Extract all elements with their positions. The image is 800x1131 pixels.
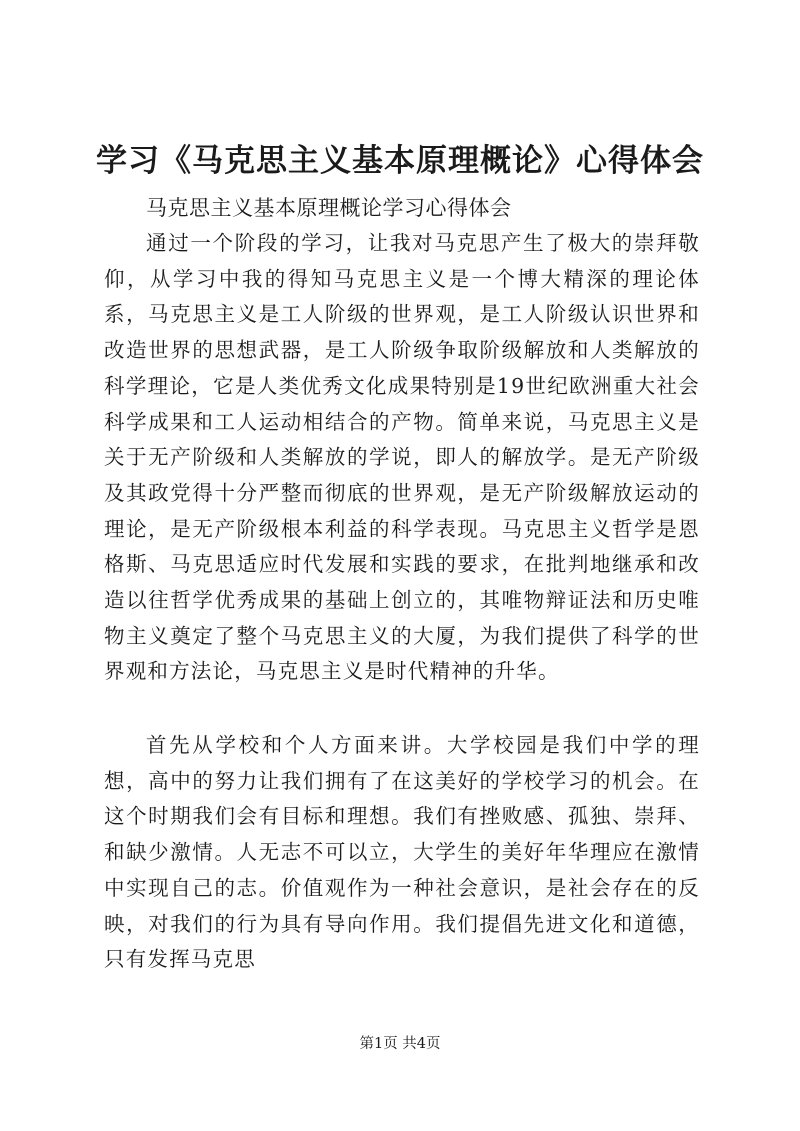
document-title: 学习《马克思主义基本原理概论》心得体会: [96, 143, 704, 179]
document-subtitle: 马克思主义基本原理概论学习心得体会: [146, 196, 512, 220]
body-paragraph-1: 通过一个阶段的学习，让我对马克思产生了极大的崇拜敬仰，从学习中我的得知马克思主义是一个博大精深的理论体系，马克思主义是工人阶级的世界观，是工人阶级认识世界和改造世界的思想武器，是工人阶级争取阶级解放和人类解放的科学理论，它是人类优秀文化成果特别是19世纪欧洲重大社会科学成果和工人运动相结合的产物。简单来说，马克思主义是关于无产阶级和人类解放的学说，即人的解放学。是无产阶级及其政党得十分严整而彻底的世界观，是无产阶级解放运动的理论，是无产阶级根本利益的科学表现。马克思主义哲学是恩格斯、马克思适应时代发展和实践的要求，在批判地继承和改造以往哲学优秀成果的基础上创立的，其唯物辩证法和历史唯物主义奠定了整个马克思主义的大厦，为我们提供了科学的世界观和方法论，马克思主义是时代精神的升华。: [104, 231, 700, 684]
body-paragraph-2: 首先从学校和个人方面来讲。大学校园是我们中学的理想，高中的努力让我们拥有了在这美好的学校学习的机会。在这个时期我们会有目标和理想。我们有挫败感、孤独、崇拜、和缺少激情。人无志不可以立，大学生的美好年华理应在激情中实现自己的志。价值观作为一种社会意识，是社会存在的反映，对我们的行为具有导向作用。我们提倡先进文化和道德，只有发挥马克思: [104, 733, 700, 972]
page-footer: 第1页 共4页: [359, 1036, 441, 1052]
